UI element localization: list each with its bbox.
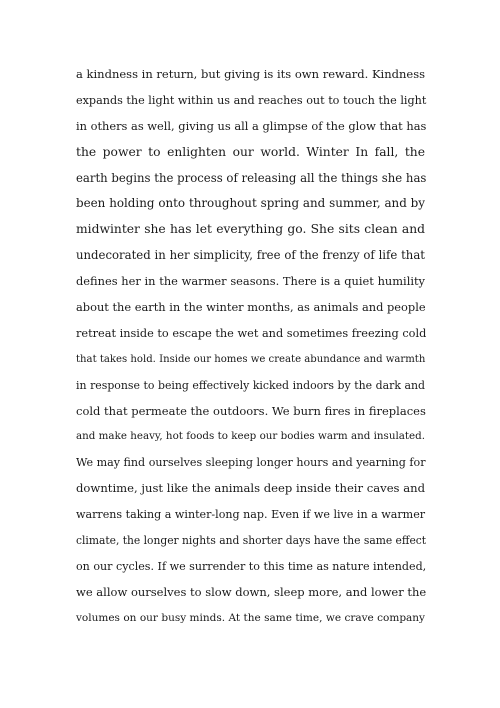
text-line: warrens taking a winter-long nap. Even if we live in a warmer — [76, 508, 426, 522]
text-line: in response to being effectively kicked indoors by the dark and — [76, 378, 425, 392]
text-line: the power to enlighten our world. Winter In fall, the — [76, 144, 425, 159]
text-line: about the earth in the winter months, as animals and people — [76, 300, 426, 315]
text-line: undecorated in her simplicity, free of the frenzy of life that — [76, 248, 425, 263]
body-text — [76, 62, 425, 632]
text-line: midwinter she has let everything go. She sits clean and — [76, 222, 425, 237]
text-line: We may find ourselves sleeping longer hours and yearning for — [76, 456, 426, 470]
text-line: we allow ourselves to slow down, sleep more, and lower the — [76, 584, 427, 599]
text-line: defines her in the warmer seasons. There is a quiet humility — [76, 274, 425, 289]
text-line: expands the light within us and reaches out to touch the light — [76, 93, 427, 107]
text-line: earth begins the process of releasing all the things she has — [76, 170, 427, 185]
text-line: in others as well, giving us all a glimpse of the glow that has — [76, 118, 427, 133]
text-line: retreat inside to escape the wet and sometimes freezing cold — [76, 326, 427, 340]
text-line: a kindness in return, but giving is its own reward. Kindness — [76, 67, 425, 81]
text-line: climate, the longer nights and shorter days have the same effect — [76, 534, 427, 548]
text-line: downtime, just like the animals deep inside their caves and — [76, 481, 425, 496]
text-line: on our cycles. If we surrender to this time as nature intended, — [76, 559, 427, 573]
text-line: been holding onto throughout spring and summer, and by — [76, 196, 425, 211]
text-line: that takes hold. Inside our homes we create abundance and warmth — [76, 353, 426, 365]
text-line: and make heavy, hot foods to keep our bodies warm and insulated. — [76, 430, 425, 443]
text-line: volumes on our busy minds. At the same time, we crave company — [76, 611, 425, 624]
text-line: cold that permeate the outdoors. We burn fires in fireplaces — [76, 403, 426, 418]
